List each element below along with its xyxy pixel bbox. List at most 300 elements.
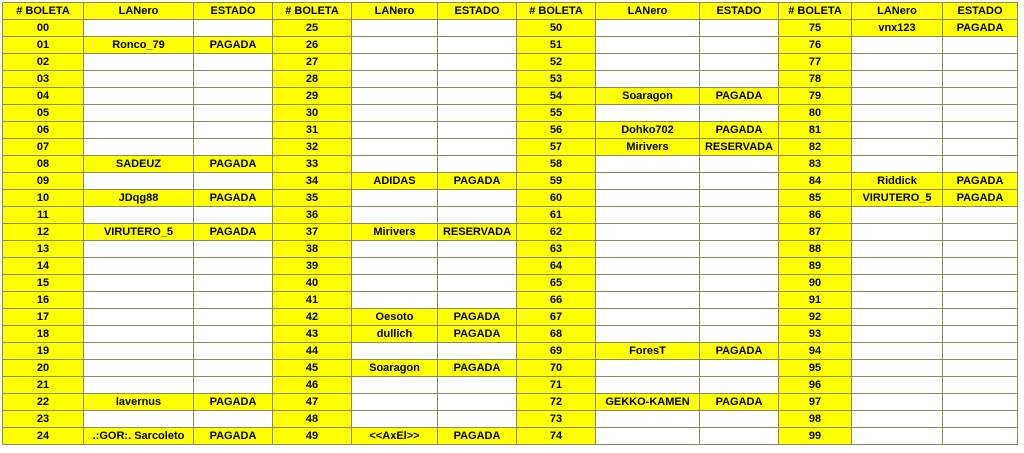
lanero-cell <box>84 377 194 394</box>
estado-cell: PAGADA <box>438 428 517 445</box>
ticket-number-cell: 01 <box>3 37 84 54</box>
ticket-number-cell: 83 <box>779 156 852 173</box>
ticket-number-cell: 85 <box>779 190 852 207</box>
header-boleta: # BOLETA <box>273 3 352 20</box>
ticket-number-cell: 44 <box>273 343 352 360</box>
ticket-number-cell: 77 <box>779 54 852 71</box>
estado-cell <box>438 241 517 258</box>
lanero-cell <box>852 326 943 343</box>
estado-cell: PAGADA <box>194 190 273 207</box>
ticket-number-cell: 16 <box>3 292 84 309</box>
ticket-number-cell: 86 <box>779 207 852 224</box>
estado-cell <box>438 394 517 411</box>
ticket-number-cell: 15 <box>3 275 84 292</box>
lanero-cell <box>852 258 943 275</box>
ticket-number-cell: 25 <box>273 20 352 37</box>
estado-cell <box>438 37 517 54</box>
lanero-cell <box>852 71 943 88</box>
estado-cell <box>194 54 273 71</box>
lanero-cell <box>352 71 438 88</box>
ticket-number-cell: 65 <box>517 275 596 292</box>
ticket-number-cell: 88 <box>779 241 852 258</box>
lanero-cell <box>596 71 700 88</box>
lanero-cell <box>596 105 700 122</box>
lanero-cell <box>352 139 438 156</box>
lanero-cell <box>352 275 438 292</box>
ticket-number-cell: 19 <box>3 343 84 360</box>
lanero-cell <box>852 139 943 156</box>
lanero-cell <box>84 139 194 156</box>
ticket-number-cell: 43 <box>273 326 352 343</box>
lanero-cell <box>852 343 943 360</box>
ticket-number-cell: 55 <box>517 105 596 122</box>
ticket-number-cell: 47 <box>273 394 352 411</box>
table-row <box>3 224 1018 241</box>
lanero-cell <box>84 360 194 377</box>
ticket-number-cell: 21 <box>3 377 84 394</box>
ticket-number-cell: 28 <box>273 71 352 88</box>
lanero-cell <box>852 377 943 394</box>
ticket-number-cell: 09 <box>3 173 84 190</box>
estado-cell: PAGADA <box>943 20 1018 37</box>
ticket-number-cell: 24 <box>3 428 84 445</box>
ticket-number-cell: 02 <box>3 54 84 71</box>
estado-cell <box>700 105 779 122</box>
estado-cell <box>194 326 273 343</box>
table-row <box>3 71 1018 88</box>
lanero-cell <box>596 428 700 445</box>
ticket-number-cell: 32 <box>273 139 352 156</box>
estado-cell <box>194 207 273 224</box>
ticket-number-cell: 22 <box>3 394 84 411</box>
ticket-number-cell: 42 <box>273 309 352 326</box>
table-row <box>3 173 1018 190</box>
estado-cell <box>194 309 273 326</box>
estado-cell <box>194 258 273 275</box>
estado-cell <box>700 326 779 343</box>
estado-cell <box>194 105 273 122</box>
estado-cell <box>438 71 517 88</box>
lanero-cell <box>852 428 943 445</box>
header-estado: ESTADO <box>194 3 273 20</box>
estado-cell <box>943 411 1018 428</box>
lanero-cell <box>852 37 943 54</box>
lanero-cell: VIRUTERO_5 <box>852 190 943 207</box>
header-lanero: LANero <box>596 3 700 20</box>
lanero-cell <box>596 54 700 71</box>
ticket-number-cell: 99 <box>779 428 852 445</box>
estado-cell: PAGADA <box>194 428 273 445</box>
lanero-cell <box>852 275 943 292</box>
lanero-cell <box>596 20 700 37</box>
table-row <box>3 54 1018 71</box>
lanero-cell: <<AxEl>> <box>352 428 438 445</box>
ticket-number-cell: 04 <box>3 88 84 105</box>
estado-cell: PAGADA <box>943 190 1018 207</box>
estado-cell <box>700 258 779 275</box>
lanero-cell: .:GOR:. Sarcoleto <box>84 428 194 445</box>
estado-cell <box>700 309 779 326</box>
lanero-cell <box>84 88 194 105</box>
lanero-cell: lavernus <box>84 394 194 411</box>
estado-cell <box>194 360 273 377</box>
lanero-cell: vnx123 <box>852 20 943 37</box>
estado-cell <box>943 343 1018 360</box>
lanero-cell <box>852 292 943 309</box>
ticket-number-cell: 50 <box>517 20 596 37</box>
estado-cell <box>943 428 1018 445</box>
lanero-cell <box>596 258 700 275</box>
ticket-number-cell: 96 <box>779 377 852 394</box>
table-row <box>3 156 1018 173</box>
lanero-cell <box>84 71 194 88</box>
lanero-cell <box>84 292 194 309</box>
table-row <box>3 241 1018 258</box>
estado-cell <box>194 71 273 88</box>
estado-cell: PAGADA <box>438 173 517 190</box>
ticket-number-cell: 70 <box>517 360 596 377</box>
ticket-number-cell: 29 <box>273 88 352 105</box>
estado-cell <box>194 343 273 360</box>
lanero-cell: GEKKO-KAMEN <box>596 394 700 411</box>
lanero-cell <box>84 411 194 428</box>
estado-cell <box>438 122 517 139</box>
ticket-number-cell: 51 <box>517 37 596 54</box>
header-estado: ESTADO <box>700 3 779 20</box>
table-row <box>3 343 1018 360</box>
estado-cell <box>700 292 779 309</box>
estado-cell <box>194 377 273 394</box>
lanero-cell <box>852 105 943 122</box>
ticket-number-cell: 11 <box>3 207 84 224</box>
ticket-number-cell: 58 <box>517 156 596 173</box>
ticket-number-cell: 10 <box>3 190 84 207</box>
ticket-number-cell: 80 <box>779 105 852 122</box>
ticket-number-cell: 33 <box>273 156 352 173</box>
estado-cell: PAGADA <box>194 224 273 241</box>
estado-cell: PAGADA <box>700 88 779 105</box>
lanero-cell <box>352 394 438 411</box>
estado-cell <box>700 275 779 292</box>
raffle-table <box>2 2 1018 445</box>
ticket-number-cell: 45 <box>273 360 352 377</box>
ticket-number-cell: 75 <box>779 20 852 37</box>
ticket-number-cell: 20 <box>3 360 84 377</box>
lanero-cell <box>352 292 438 309</box>
lanero-cell: Riddick <box>852 173 943 190</box>
lanero-cell <box>596 309 700 326</box>
estado-cell <box>438 88 517 105</box>
ticket-number-cell: 05 <box>3 105 84 122</box>
lanero-cell <box>596 207 700 224</box>
table-row <box>3 37 1018 54</box>
lanero-cell <box>352 37 438 54</box>
ticket-number-cell: 08 <box>3 156 84 173</box>
estado-cell <box>700 377 779 394</box>
estado-cell <box>438 275 517 292</box>
estado-cell <box>194 292 273 309</box>
ticket-number-cell: 79 <box>779 88 852 105</box>
lanero-cell: JDqg88 <box>84 190 194 207</box>
lanero-cell <box>84 309 194 326</box>
estado-cell <box>943 37 1018 54</box>
lanero-cell <box>84 20 194 37</box>
table-row <box>3 139 1018 156</box>
ticket-number-cell: 59 <box>517 173 596 190</box>
lanero-cell <box>852 88 943 105</box>
estado-cell <box>438 343 517 360</box>
table-row <box>3 20 1018 37</box>
ticket-number-cell: 52 <box>517 54 596 71</box>
estado-cell: PAGADA <box>438 309 517 326</box>
estado-cell: PAGADA <box>700 394 779 411</box>
lanero-cell <box>852 394 943 411</box>
ticket-number-cell: 67 <box>517 309 596 326</box>
table-row <box>3 326 1018 343</box>
table-row <box>3 105 1018 122</box>
ticket-number-cell: 53 <box>517 71 596 88</box>
ticket-number-cell: 95 <box>779 360 852 377</box>
header-boleta: # BOLETA <box>779 3 852 20</box>
lanero-cell <box>352 122 438 139</box>
estado-cell <box>438 20 517 37</box>
lanero-cell <box>84 275 194 292</box>
ticket-number-cell: 94 <box>779 343 852 360</box>
lanero-cell: ADIDAS <box>352 173 438 190</box>
lanero-cell <box>596 377 700 394</box>
header-boleta: # BOLETA <box>3 3 84 20</box>
lanero-cell <box>852 224 943 241</box>
ticket-number-cell: 87 <box>779 224 852 241</box>
lanero-cell <box>352 241 438 258</box>
estado-cell <box>943 54 1018 71</box>
estado-cell: PAGADA <box>700 122 779 139</box>
ticket-number-cell: 92 <box>779 309 852 326</box>
estado-cell: PAGADA <box>438 326 517 343</box>
lanero-cell: Soaragon <box>596 88 700 105</box>
ticket-number-cell: 07 <box>3 139 84 156</box>
lanero-cell <box>352 258 438 275</box>
lanero-cell <box>352 190 438 207</box>
ticket-number-cell: 69 <box>517 343 596 360</box>
estado-cell <box>194 275 273 292</box>
ticket-number-cell: 35 <box>273 190 352 207</box>
lanero-cell <box>852 207 943 224</box>
estado-cell <box>943 326 1018 343</box>
ticket-number-cell: 93 <box>779 326 852 343</box>
lanero-cell <box>352 411 438 428</box>
ticket-number-cell: 91 <box>779 292 852 309</box>
estado-cell <box>194 122 273 139</box>
ticket-number-cell: 62 <box>517 224 596 241</box>
estado-cell <box>438 377 517 394</box>
header-row <box>3 3 1018 20</box>
estado-cell <box>943 292 1018 309</box>
lanero-cell: Soaragon <box>352 360 438 377</box>
lanero-cell: SADEUZ <box>84 156 194 173</box>
ticket-number-cell: 12 <box>3 224 84 241</box>
table-row <box>3 292 1018 309</box>
ticket-number-cell: 41 <box>273 292 352 309</box>
estado-cell <box>943 360 1018 377</box>
lanero-cell <box>352 105 438 122</box>
ticket-number-cell: 40 <box>273 275 352 292</box>
ticket-number-cell: 60 <box>517 190 596 207</box>
lanero-cell <box>596 411 700 428</box>
lanero-cell <box>84 54 194 71</box>
estado-cell <box>194 20 273 37</box>
estado-cell <box>943 394 1018 411</box>
ticket-number-cell: 82 <box>779 139 852 156</box>
table-row <box>3 258 1018 275</box>
lanero-cell <box>352 156 438 173</box>
lanero-cell <box>84 173 194 190</box>
estado-cell <box>943 258 1018 275</box>
ticket-number-cell: 73 <box>517 411 596 428</box>
ticket-number-cell: 68 <box>517 326 596 343</box>
estado-cell <box>438 207 517 224</box>
lanero-cell: Dohko702 <box>596 122 700 139</box>
ticket-number-cell: 36 <box>273 207 352 224</box>
estado-cell: PAGADA <box>194 37 273 54</box>
ticket-number-cell: 49 <box>273 428 352 445</box>
lanero-cell <box>596 360 700 377</box>
ticket-number-cell: 23 <box>3 411 84 428</box>
ticket-number-cell: 66 <box>517 292 596 309</box>
table-row <box>3 88 1018 105</box>
lanero-cell <box>84 105 194 122</box>
estado-cell <box>438 105 517 122</box>
lanero-cell <box>596 224 700 241</box>
lanero-cell <box>596 326 700 343</box>
lanero-cell: dullich <box>352 326 438 343</box>
estado-cell: PAGADA <box>943 173 1018 190</box>
estado-cell: PAGADA <box>194 394 273 411</box>
estado-cell: PAGADA <box>438 360 517 377</box>
header-lanero: LANero <box>852 3 943 20</box>
ticket-number-cell: 27 <box>273 54 352 71</box>
estado-cell <box>194 241 273 258</box>
estado-cell <box>943 377 1018 394</box>
table-row <box>3 190 1018 207</box>
estado-cell: RESERVADA <box>438 224 517 241</box>
header-estado: ESTADO <box>438 3 517 20</box>
table-row <box>3 360 1018 377</box>
ticket-number-cell: 98 <box>779 411 852 428</box>
table-row <box>3 309 1018 326</box>
ticket-number-cell: 30 <box>273 105 352 122</box>
estado-cell <box>943 207 1018 224</box>
estado-cell <box>943 122 1018 139</box>
estado-cell <box>943 88 1018 105</box>
ticket-number-cell: 31 <box>273 122 352 139</box>
estado-cell <box>943 309 1018 326</box>
table-row <box>3 207 1018 224</box>
header-lanero: LANero <box>352 3 438 20</box>
ticket-number-cell: 78 <box>779 71 852 88</box>
table-row <box>3 377 1018 394</box>
ticket-number-cell: 76 <box>779 37 852 54</box>
estado-cell <box>438 54 517 71</box>
lanero-cell <box>596 156 700 173</box>
estado-cell <box>700 224 779 241</box>
estado-cell <box>194 139 273 156</box>
ticket-number-cell: 89 <box>779 258 852 275</box>
lanero-cell <box>352 20 438 37</box>
lanero-cell <box>852 411 943 428</box>
ticket-number-cell: 90 <box>779 275 852 292</box>
ticket-number-cell: 84 <box>779 173 852 190</box>
estado-cell <box>438 258 517 275</box>
estado-cell <box>194 411 273 428</box>
lanero-cell <box>84 241 194 258</box>
estado-cell <box>194 88 273 105</box>
lanero-cell <box>84 326 194 343</box>
lanero-cell <box>852 241 943 258</box>
table-row <box>3 275 1018 292</box>
ticket-number-cell: 56 <box>517 122 596 139</box>
lanero-cell <box>596 241 700 258</box>
ticket-number-cell: 81 <box>779 122 852 139</box>
lanero-cell <box>352 54 438 71</box>
estado-cell: PAGADA <box>194 156 273 173</box>
lanero-cell <box>852 122 943 139</box>
lanero-cell <box>352 207 438 224</box>
lanero-cell <box>852 309 943 326</box>
lanero-cell: Mirivers <box>352 224 438 241</box>
header-estado: ESTADO <box>943 3 1018 20</box>
estado-cell <box>700 20 779 37</box>
ticket-number-cell: 61 <box>517 207 596 224</box>
estado-cell <box>943 156 1018 173</box>
estado-cell <box>700 428 779 445</box>
ticket-number-cell: 39 <box>273 258 352 275</box>
estado-cell <box>438 190 517 207</box>
table-row <box>3 394 1018 411</box>
ticket-number-cell: 72 <box>517 394 596 411</box>
estado-cell <box>194 173 273 190</box>
lanero-cell <box>352 343 438 360</box>
lanero-cell: ForesT <box>596 343 700 360</box>
header-lanero: LANero <box>84 3 194 20</box>
estado-cell <box>943 139 1018 156</box>
estado-cell <box>700 173 779 190</box>
estado-cell <box>700 37 779 54</box>
table-row <box>3 428 1018 445</box>
estado-cell <box>438 139 517 156</box>
estado-cell <box>700 360 779 377</box>
estado-cell <box>700 411 779 428</box>
ticket-number-cell: 14 <box>3 258 84 275</box>
ticket-number-cell: 57 <box>517 139 596 156</box>
ticket-number-cell: 17 <box>3 309 84 326</box>
estado-cell: PAGADA <box>700 343 779 360</box>
lanero-cell <box>852 360 943 377</box>
estado-cell: RESERVADA <box>700 139 779 156</box>
ticket-number-cell: 34 <box>273 173 352 190</box>
lanero-cell <box>596 173 700 190</box>
ticket-number-cell: 64 <box>517 258 596 275</box>
ticket-number-cell: 00 <box>3 20 84 37</box>
estado-cell <box>438 292 517 309</box>
lanero-cell <box>852 156 943 173</box>
estado-cell <box>700 241 779 258</box>
ticket-number-cell: 26 <box>273 37 352 54</box>
lanero-cell: Oesoto <box>352 309 438 326</box>
estado-cell <box>700 207 779 224</box>
estado-cell <box>943 71 1018 88</box>
lanero-cell <box>596 190 700 207</box>
